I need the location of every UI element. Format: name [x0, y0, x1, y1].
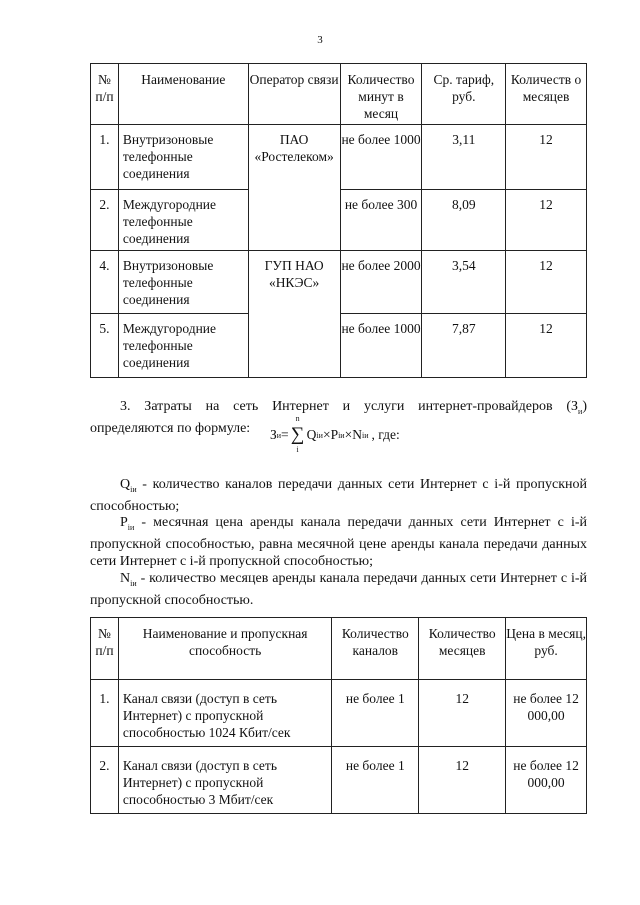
- row-name: Канал связи (доступ в сеть Интернет) с пропускной способностью 3 Мбит/сек: [118, 747, 331, 814]
- col-header-number: № п/п: [91, 618, 119, 680]
- col-header-name: Наименование и пропускная способность: [118, 618, 331, 680]
- row-name: Междугородние телефонные соединения: [118, 190, 248, 251]
- col-header-months: Количество месяцев: [419, 618, 506, 680]
- row-months: 12: [506, 190, 587, 251]
- row-number: 2.: [91, 747, 119, 814]
- row-months: 12: [419, 680, 506, 747]
- row-tariff: 3,11: [422, 125, 506, 190]
- sum-symbol: ∑ n i: [290, 414, 305, 454]
- row-months: 12: [419, 747, 506, 814]
- col-header-months: Количеств о месяцев: [506, 64, 587, 125]
- row-tariff: 8,09: [422, 190, 506, 251]
- row-number: 2.: [91, 190, 119, 251]
- definition-n: $N_{iи}$ - количество месяцев аренды канала передачи данных сети Интернет с i-й пропускной способностью.: [90, 571, 587, 608]
- row-months: 12: [506, 251, 587, 314]
- row-months: 12: [506, 314, 587, 378]
- row-name: Междугородние телефонные соединения: [118, 314, 248, 378]
- row-minutes: не более 1000: [340, 314, 422, 378]
- col-header-number: № п/п: [91, 64, 119, 125]
- row-name: Канал связи (доступ в сеть Интернет) с пропускной способностью 1024 Кбит/сек: [118, 680, 331, 747]
- col-header-tariff: Ср. тариф, руб.: [422, 64, 506, 125]
- internet-channel-table: [90, 617, 587, 814]
- row-operator: ПАО «Ростелеком»: [248, 125, 340, 251]
- col-header-price: Цена в месяц, руб.: [506, 618, 587, 680]
- row-number: 1.: [91, 125, 119, 190]
- page-number: 3: [317, 34, 323, 46]
- col-header-minutes: Количество минут в месяц: [340, 64, 422, 125]
- table-row: [91, 680, 587, 747]
- section-intro: 3. Затраты на сеть Интернет и услуги интернет-провайдеров $(З_и)$ определяются по формуле:: [90, 399, 587, 436]
- table-header-row: [91, 618, 587, 680]
- col-header-operator: Оператор связи: [248, 64, 340, 125]
- definition-q: $Q_{iи}$ - количество каналов передачи данных сети Интернет с i-й пропускной способностью;: [90, 477, 587, 514]
- row-number: 5.: [91, 314, 119, 378]
- definition-p: $P_{iи}$ - месячная цена аренды канала передачи данных сети Интернет с i-й пропускной способностью, равна месячной цене аренды канала передачи данных сети Интернет с i-й пропускной способностью;: [90, 515, 587, 569]
- row-tariff: 3,54: [422, 251, 506, 314]
- col-header-channels: Количество каналов: [332, 618, 419, 680]
- table-row: [91, 747, 587, 814]
- cost-formula: З и = ∑ n i Q iи × P iи × N iи , где:: [270, 414, 400, 454]
- row-minutes: не более 1000: [340, 125, 422, 190]
- row-name: Внутризоновые телефонные соединения: [118, 125, 248, 190]
- table-row: [91, 251, 587, 314]
- table-row: [91, 125, 587, 190]
- row-minutes: не более 2000: [340, 251, 422, 314]
- row-channels: не более 1: [332, 680, 419, 747]
- row-name: Внутризоновые телефонные соединения: [118, 251, 248, 314]
- table-header-row: [91, 64, 587, 125]
- row-tariff: 7,87: [422, 314, 506, 378]
- intro-symbol: З: [571, 399, 579, 414]
- telephone-tariff-table: [90, 63, 587, 378]
- row-number: 4.: [91, 251, 119, 314]
- row-price: не более 12 000,00: [506, 680, 587, 747]
- row-number: 1.: [91, 680, 119, 747]
- row-operator: ГУП НАО «НКЭС»: [248, 251, 340, 378]
- row-minutes: не более 300: [340, 190, 422, 251]
- col-header-name: Наименование: [118, 64, 248, 125]
- row-channels: не более 1: [332, 747, 419, 814]
- row-months: 12: [506, 125, 587, 190]
- row-price: не более 12 000,00: [506, 747, 587, 814]
